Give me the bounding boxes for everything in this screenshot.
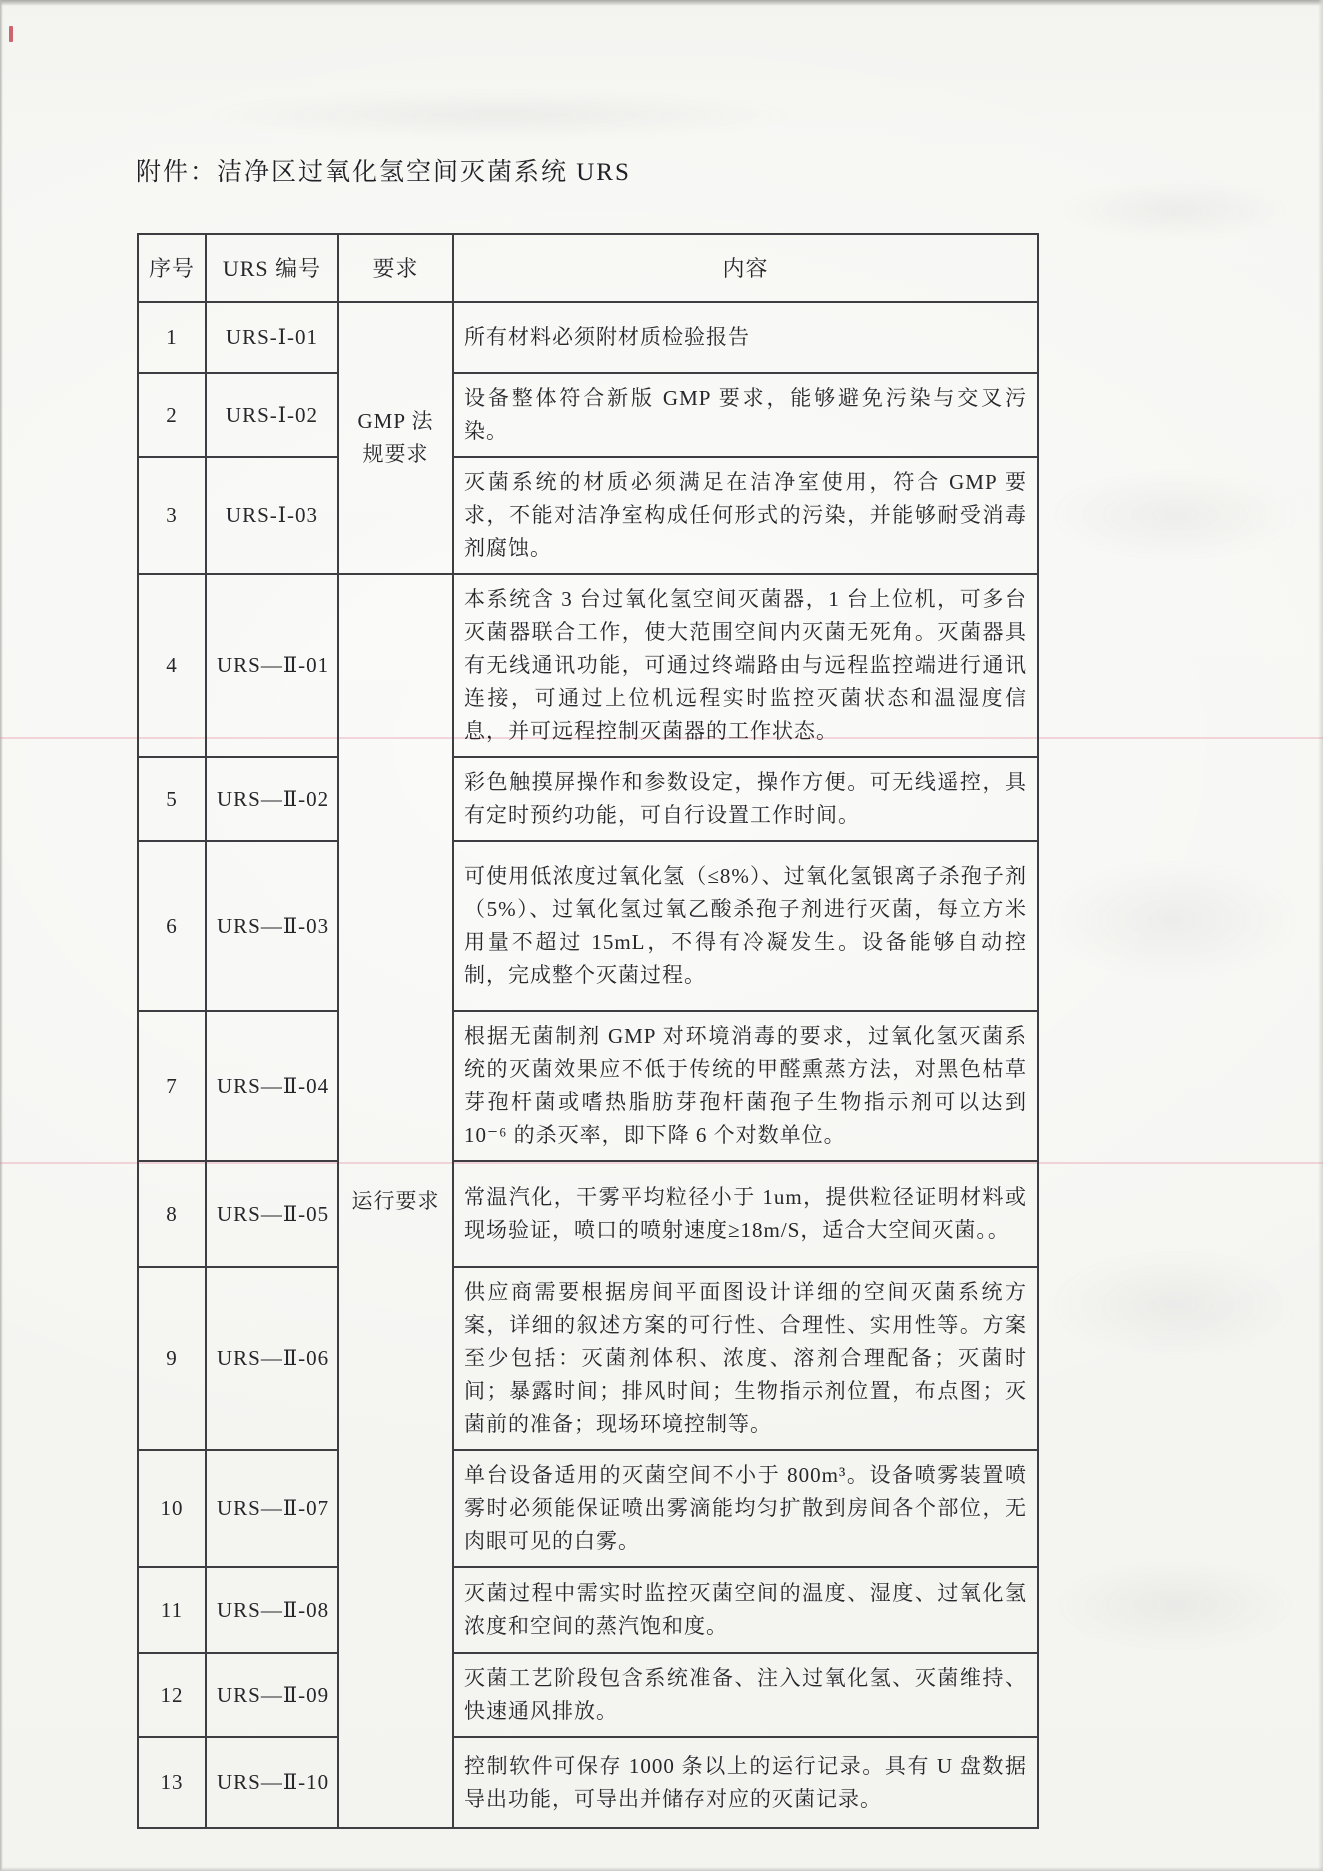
header-content: 内容 (453, 234, 1038, 302)
row-number-cell: 10 (138, 1450, 206, 1567)
requirement-group-cell: 运行要求 (338, 574, 453, 1828)
scan-edge-right (1318, 0, 1323, 1871)
row-number-cell: 4 (138, 574, 206, 757)
content-cell: 单台设备适用的灭菌空间不小于 800m³。设备喷雾装置喷雾时必须能保证喷出雾滴能均匀扩散到房间各个部位，无肉眼可见的白雾。 (453, 1450, 1038, 1567)
header-urs-code: URS 编号 (206, 234, 338, 302)
table-row (138, 1567, 1038, 1653)
document-title: 附件：洁净区过氧化氢空间灭菌系统 URS (136, 159, 631, 186)
scan-edge-left (0, 0, 3, 1871)
urs-code-cell: URS—Ⅱ-10 (206, 1737, 338, 1828)
row-number-cell: 3 (138, 457, 206, 574)
header-requirement: 要求 (338, 234, 453, 302)
content-cell: 可使用低浓度过氧化氢（≤8%）、过氧化氢银离子杀孢子剂（5%）、过氧化氢过氧乙酸杀孢子剂进行灭菌，每立方米用量不超过 15mL，不得有冷凝发生。设备能够自动控制，完成整个灭菌过程。 (453, 841, 1038, 1011)
bleed-through-artifact (1045, 860, 1300, 980)
urs-code-cell: URS-Ⅰ-02 (206, 373, 338, 457)
table-row (138, 574, 1038, 757)
bleed-through-artifact (1055, 1560, 1295, 1650)
table-row (138, 1450, 1038, 1567)
row-number-cell: 9 (138, 1267, 206, 1450)
requirement-group-cell: GMP 法规要求 (338, 302, 453, 574)
urs-code-cell: URS—Ⅱ-04 (206, 1011, 338, 1161)
table-row (138, 1161, 1038, 1267)
content-cell: 常温汽化，干雾平均粒径小于 1um，提供粒径证明材料或现场验证，喷口的喷射速度≥18m/S，适合大空间灭菌。。 (453, 1161, 1038, 1267)
content-cell: 彩色触摸屏操作和参数设定，操作方便。可无线遥控，具有定时预约功能，可自行设置工作时间。 (453, 757, 1038, 841)
row-number-cell: 12 (138, 1653, 206, 1737)
content-cell: 灭菌系统的材质必须满足在洁净室使用，符合 GMP 要求，不能对洁净室构成任何形式的污染，并能够耐受消毒剂腐蚀。 (453, 457, 1038, 574)
bleed-through-artifact (200, 90, 800, 140)
row-number-cell: 11 (138, 1567, 206, 1653)
table-row (138, 1737, 1038, 1828)
urs-table (137, 233, 1039, 1829)
urs-code-cell: URS-Ⅰ-01 (206, 302, 338, 373)
urs-code-cell: URS-Ⅰ-03 (206, 457, 338, 574)
urs-code-cell: URS—Ⅱ-07 (206, 1450, 338, 1567)
bleed-through-artifact (1060, 180, 1290, 240)
content-cell: 灭菌过程中需实时监控灭菌空间的温度、湿度、过氧化氢浓度和空间的蒸汽饱和度。 (453, 1567, 1038, 1653)
urs-code-cell: URS—Ⅱ-01 (206, 574, 338, 757)
content-cell: 本系统含 3 台过氧化氢空间灭菌器，1 台上位机，可多台灭菌器联合工作，使大范围空间内灭菌无死角。灭菌器具有无线通讯功能，可通过终端路由与远程监控端进行通讯连接，可通过上位机远程实时监控灭菌状态和温湿度信息，并可远程控制灭菌器的工作状态。 (453, 574, 1038, 757)
bleed-through-artifact (1050, 470, 1300, 560)
content-cell: 所有材料必须附材质检验报告 (453, 302, 1038, 373)
urs-code-cell: URS—Ⅱ-06 (206, 1267, 338, 1450)
table-row (138, 1653, 1038, 1737)
urs-code-cell: URS—Ⅱ-09 (206, 1653, 338, 1737)
content-cell: 根据无菌制剂 GMP 对环境消毒的要求，过氧化氢灭菌系统的灭菌效果应不低于传统的甲醛熏蒸方法，对黑色枯草芽孢杆菌或嗜热脂肪芽孢杆菌孢子生物指示剂可以达到 10⁻⁶ 的杀灭率，即下降 6 个对数单位。 (453, 1011, 1038, 1161)
row-number-cell: 7 (138, 1011, 206, 1161)
table-row (138, 757, 1038, 841)
table-row (138, 302, 1038, 373)
content-cell: 设备整体符合新版 GMP 要求，能够避免污染与交叉污染。 (453, 373, 1038, 457)
table-row (138, 841, 1038, 1011)
row-number-cell: 1 (138, 302, 206, 373)
scan-edge-top (0, 0, 1323, 6)
content-cell: 灭菌工艺阶段包含系统准备、注入过氧化氢、灭菌维持、快速通风排放。 (453, 1653, 1038, 1737)
table-row (138, 1267, 1038, 1450)
row-number-cell: 6 (138, 841, 206, 1011)
row-number-cell: 8 (138, 1161, 206, 1267)
content-cell: 控制软件可保存 1000 条以上的运行记录。具有 U 盘数据导出功能，可导出并储存对应的灭菌记录。 (453, 1737, 1038, 1828)
urs-code-cell: URS—Ⅱ-02 (206, 757, 338, 841)
urs-code-cell: URS—Ⅱ-08 (206, 1567, 338, 1653)
header-serial-number: 序号 (138, 234, 206, 302)
urs-code-cell: URS—Ⅱ-03 (206, 841, 338, 1011)
table-header-row (138, 234, 1038, 302)
scan-edge-bottom (0, 1867, 1323, 1871)
urs-code-cell: URS—Ⅱ-05 (206, 1161, 338, 1267)
row-number-cell: 13 (138, 1737, 206, 1828)
row-number-cell: 5 (138, 757, 206, 841)
table-row (138, 457, 1038, 574)
table-row (138, 373, 1038, 457)
row-number-cell: 2 (138, 373, 206, 457)
bleed-through-artifact (1050, 1250, 1300, 1360)
content-cell: 供应商需要根据房间平面图设计详细的空间灭菌系统方案，详细的叙述方案的可行性、合理性、实用性等。方案至少包括：灭菌剂体积、浓度、溶剂合理配备；灭菌时间；暴露时间；排风时间；生物指示剂位置，布点图；灭菌前的准备；现场环境控制等。 (453, 1267, 1038, 1450)
table-row (138, 1011, 1038, 1161)
scanner-red-mark (9, 26, 13, 42)
